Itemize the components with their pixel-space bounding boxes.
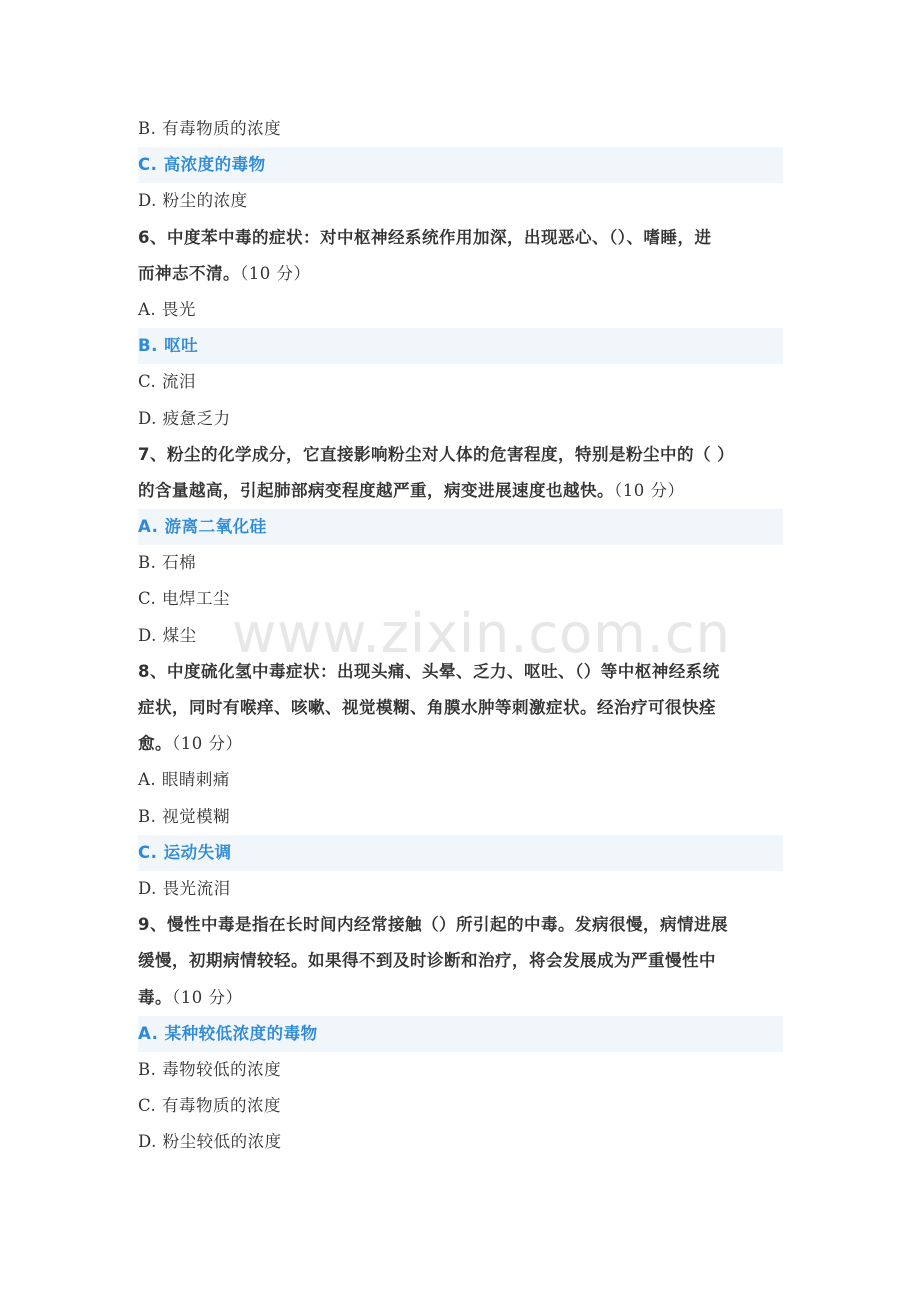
option-text: C. 流泪 — [138, 372, 197, 392]
question-text: 症状，同时有喉痒、咳嗽、视觉模糊、角膜水肿等刺激症状。经治疗可很快痊 — [138, 698, 716, 717]
question-text: 6、中度苯中毒的症状：对中枢神经系统作用加深，出现恶心、（）、嗜睡，进 — [138, 227, 712, 247]
correct-answer-option — [138, 509, 783, 545]
answer-option — [138, 545, 783, 581]
question-score: （10 分） — [172, 734, 243, 754]
answer-option — [138, 292, 783, 328]
answer-option — [138, 799, 783, 835]
document-body — [138, 111, 783, 1160]
answer-option — [138, 1124, 783, 1160]
question-line — [138, 256, 783, 292]
question-line — [138, 220, 783, 256]
question-text: 9、慢性中毒是指在长时间内经常接触（）所引起的中毒。发病很慢，病情进展 — [138, 915, 728, 935]
question-line — [138, 654, 783, 690]
question-line — [138, 437, 783, 473]
option-text: C. 运动失调 — [138, 842, 232, 862]
option-text: D. 畏光流泪 — [138, 878, 231, 898]
answer-option — [138, 618, 783, 654]
answer-option — [138, 871, 783, 907]
question-line — [138, 907, 783, 943]
answer-option — [138, 1088, 783, 1124]
option-text: C. 高浓度的毒物 — [138, 155, 266, 175]
option-text: A. 畏光 — [138, 299, 196, 319]
question-text: 毒。 — [138, 987, 172, 1007]
option-text: D. 粉尘的浓度 — [138, 191, 248, 211]
question-score: （10 分） — [172, 987, 243, 1007]
option-text: B. 有毒物质的浓度 — [138, 119, 282, 138]
option-text: C. 电焊工尘 — [138, 589, 231, 609]
answer-option — [138, 111, 783, 147]
option-text: A. 某种较低浓度的毒物 — [138, 1023, 318, 1043]
question-line — [138, 943, 783, 979]
option-text: D. 粉尘较低的浓度 — [138, 1132, 282, 1152]
correct-answer-option — [138, 835, 783, 871]
question-line — [138, 473, 783, 509]
answer-option — [138, 762, 783, 798]
question-text: 而神志不清。 — [138, 263, 240, 283]
question-line — [138, 726, 783, 762]
question-score: （10 分） — [614, 480, 685, 500]
option-text: C. 有毒物质的浓度 — [138, 1096, 282, 1116]
correct-answer-option — [138, 328, 783, 364]
option-text: B. 呕吐 — [138, 336, 199, 356]
correct-answer-option — [138, 1016, 783, 1052]
option-text: B. 毒物较低的浓度 — [138, 1059, 282, 1079]
option-text: A. 游离二氧化硅 — [138, 517, 267, 537]
option-text: B. 石棉 — [138, 553, 197, 573]
question-score: （10 分） — [240, 263, 311, 283]
option-text: D. 疲惫乏力 — [138, 408, 231, 428]
question-text: 的含量越高，引起肺部病变程度越严重，病变进展速度也越快。 — [138, 480, 614, 500]
option-text: B. 视觉模糊 — [138, 806, 231, 826]
watermark: www.zixin.com.cn — [232, 602, 731, 665]
answer-option — [138, 401, 783, 437]
option-text: D. 煤尘 — [138, 625, 197, 645]
question-text: 7、粉尘的化学成分，它直接影响粉尘对人体的危害程度，特别是粉尘中的（ ） — [138, 444, 735, 464]
question-text: 缓慢，初期病情较轻。如果得不到及时诊断和治疗，将会发展成为严重慢性中 — [138, 951, 716, 971]
question-line — [138, 690, 783, 726]
correct-answer-option — [138, 147, 783, 183]
question-text: 愈。 — [138, 734, 172, 754]
answer-option — [138, 581, 783, 617]
question-line — [138, 980, 783, 1016]
question-text: 8、中度硫化氢中毒症状：出现头痛、头晕、乏力、呕吐、（）等中枢神经系统 — [138, 661, 720, 681]
answer-option — [138, 364, 783, 400]
option-text: A. 眼睛刺痛 — [138, 770, 230, 790]
answer-option — [138, 183, 783, 219]
answer-option — [138, 1052, 783, 1088]
